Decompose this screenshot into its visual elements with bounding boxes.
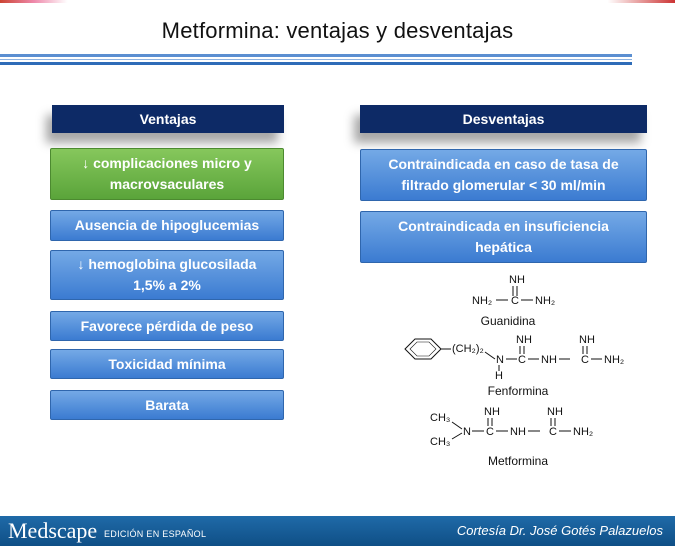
ventajas-header: Ventajas [52, 105, 284, 133]
footer-edition: EDICIÓN EN ESPAÑOL [104, 529, 207, 539]
desventaja-item-1-line2: filtrado glomerular < 30 ml/min [401, 177, 606, 193]
ventaja-item-3-line2: 1,5% a 2% [133, 277, 201, 293]
metformina-ch3-top: CH₃ [430, 412, 451, 424]
footer-bar [0, 516, 675, 546]
metformina-structure [424, 402, 624, 452]
metformina-ch3-bottom: CH₃ [430, 436, 451, 448]
fenformina-h: H [495, 370, 503, 382]
ventaja-item-5 [50, 349, 284, 379]
top-accent-bar [0, 0, 675, 3]
slide-title: Metformina: ventajas y desventajas [161, 18, 514, 43]
ventaja-item-6 [50, 390, 284, 420]
guanidina-c: C [511, 295, 519, 307]
fenformina-chain: (CH₂)₂ [452, 343, 484, 355]
metformina-nh-top2: NH [547, 406, 563, 418]
fenformina-nh-top2: NH [579, 334, 595, 346]
ventaja-item-3-line1: ↓ hemoglobina glucosilada [77, 256, 257, 272]
guanidina-label: Guanidina [480, 314, 536, 328]
ventaja-item-5-label: Toxicidad mínima [108, 355, 226, 372]
metformina-nh-top1: NH [484, 406, 500, 418]
desventaja-item-2-line1: Contraindicada en insuficiencia [398, 218, 609, 234]
fenformina-c2: C [581, 354, 589, 366]
fenformina-structure [395, 332, 635, 382]
ventaja-item-1-line1: ↓ complicaciones micro y [82, 155, 252, 171]
desventaja-item-1-line1: Contraindicada en caso de tasa de [388, 156, 619, 172]
medscape-logo: Medscape [8, 518, 98, 543]
desventaja-item-2-line2: hepática [475, 239, 532, 255]
guanidina-nh2-left: NH₂ [472, 295, 493, 307]
metformina-nh-mid: NH [510, 426, 526, 438]
fenformina-c1: C [518, 354, 526, 366]
desventaja-item-1 [360, 149, 647, 201]
ventaja-item-6-label: Barata [145, 396, 189, 413]
ventaja-item-2 [50, 210, 284, 241]
ventaja-item-1 [50, 148, 284, 200]
fenformina-nh-mid: NH [541, 354, 557, 366]
ventaja-item-4-label: Favorece pérdida de peso [80, 317, 254, 334]
title-rule [0, 54, 632, 66]
guanidina-nh: NH [509, 274, 525, 286]
fenformina-nh-top1: NH [516, 334, 532, 346]
ventaja-item-4 [50, 311, 284, 341]
ventaja-item-2-label: Ausencia de hipoglucemias [74, 217, 260, 233]
metformina-n: N [463, 426, 471, 438]
footer-credit: Cortesía Dr. José Gotés Palazuelos [456, 523, 663, 538]
metformina-nh2: NH₂ [573, 426, 594, 438]
fenformina-label: Fenformina [487, 384, 549, 398]
fenformina-nh2: NH₂ [604, 354, 625, 366]
guanidina-nh2-right: NH₂ [535, 295, 556, 307]
ventaja-item-1-line2: macrovsaculares [109, 176, 225, 192]
desventajas-header: Desventajas [360, 105, 647, 133]
fenformina-n: N [496, 354, 504, 366]
guanidina-structure [460, 270, 570, 312]
desventaja-item-2 [360, 211, 647, 263]
ventaja-item-3 [50, 250, 284, 300]
metformina-c1: C [486, 426, 494, 438]
metformina-label: Metformina [487, 454, 549, 468]
metformina-c2: C [549, 426, 557, 438]
